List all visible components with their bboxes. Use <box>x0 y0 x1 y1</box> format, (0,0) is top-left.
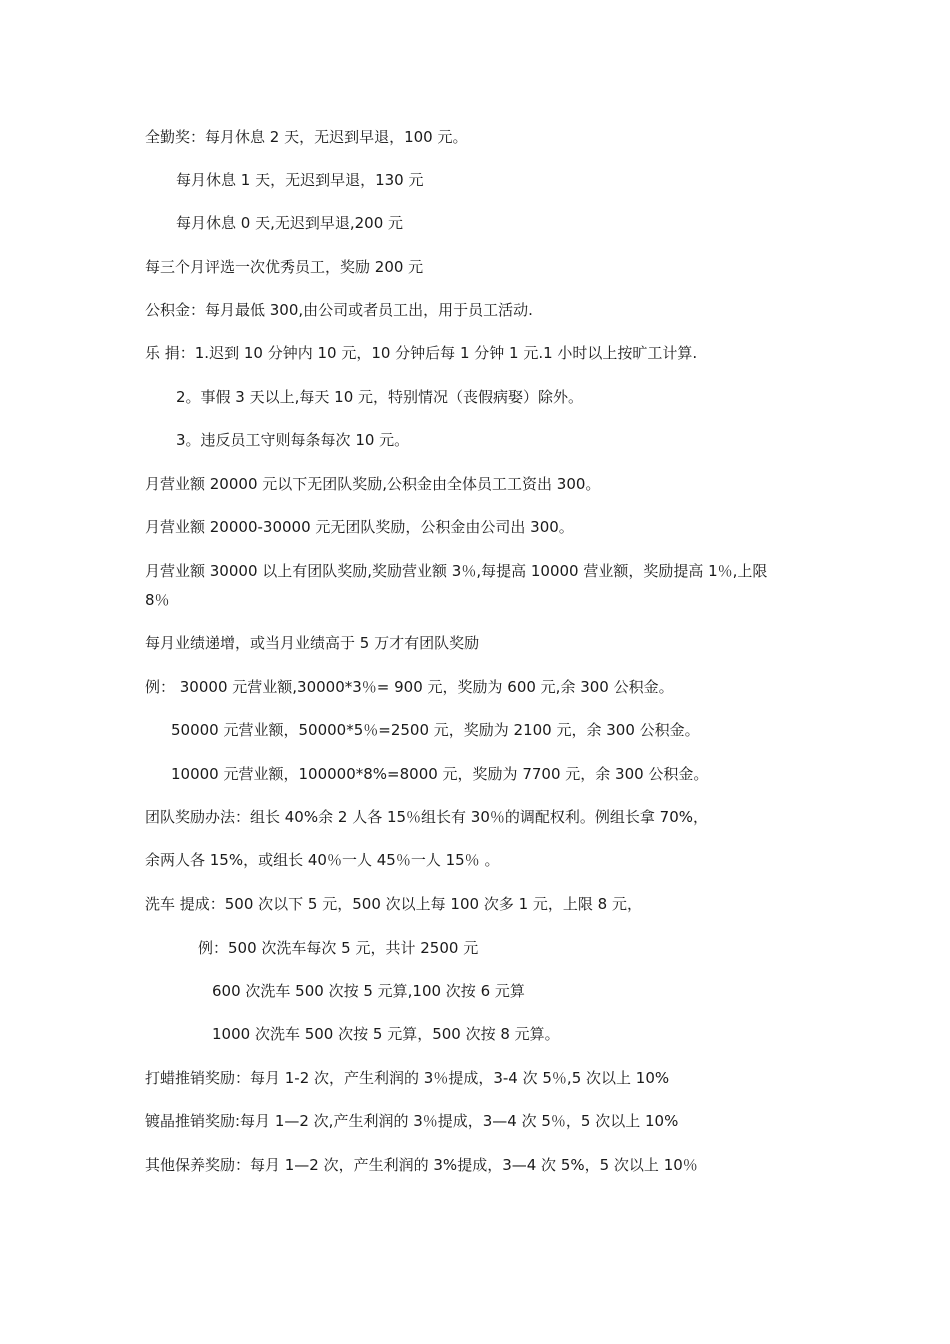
team-bonus-condition: 每月业绩递增，或当月业绩高于 5 万才有团队奖励 <box>145 634 480 652</box>
example-line-2: 50000 元营业额，50000*5％=2500 元，奖励为 2100 元，余 300 公积金。 <box>171 721 700 739</box>
revenue-rule-1: 月营业额 20000 元以下无团队奖励,公积金由全体员工工资出 300。 <box>145 475 601 493</box>
revenue-rule-3-cont: 8％ <box>145 591 170 609</box>
donation-rule-1: 乐 捐：1.迟到 10 分钟内 10 元，10 分钟后每 1 分钟 1 元.1 小时以上按旷工计算. <box>145 344 698 362</box>
team-bonus-method-2: 余两人各 15%，或组长 40％一人 45％一人 15％ 。 <box>145 851 500 869</box>
provident-fund-line: 公积金：每月最低 300,由公司或者员工出，用于员工活动. <box>145 301 533 319</box>
team-bonus-method-1: 团队奖励办法：组长 40%余 2 人各 15％组长有 30％的调配权利。例组长拿 70%， <box>145 808 709 826</box>
wax-sales-bonus: 打蜡推销奖励：每月 1-2 次，产生利润的 3％提成，3-4 次 5％,5 次以上 10% <box>145 1069 670 1087</box>
donation-rule-2: 2。事假 3 天以上,每天 10 元，特别情况（丧假病娶）除外。 <box>176 388 584 406</box>
revenue-rule-3: 月营业额 30000 以上有团队奖励,奖励营业额 3％,每提高 10000 营业额，奖励提高 1％,上限 <box>145 562 768 580</box>
example-line-3: 10000 元营业额，100000*8%=8000 元，奖励为 7700 元，余 300 公积金。 <box>171 765 709 783</box>
best-employee-line: 每三个月评选一次优秀员工，奖励 200 元 <box>145 258 424 276</box>
car-wash-example-2: 600 次洗车 500 次按 5 元算,100 次按 6 元算 <box>212 982 525 1000</box>
car-wash-commission: 洗车 提成：500 次以下 5 元，500 次以上每 100 次多 1 元，上限 8 元， <box>145 895 642 913</box>
example-line-1: 例： 30000 元营业额,30000*3％= 900 元，奖励为 600 元,余 300 公积金。 <box>145 678 674 696</box>
other-maintenance-bonus: 其他保养奖励：每月 1—2 次，产生利润的 3%提成，3—4 次 5%，5 次以上 10％ <box>145 1156 698 1174</box>
donation-rule-3: 3。违反员工守则每条每次 10 元。 <box>176 431 410 449</box>
revenue-rule-2: 月营业额 20000-30000 元无团队奖励，公积金由公司出 300。 <box>145 518 574 536</box>
attendance-bonus-line-2: 每月休息 1 天，无迟到早退，130 元 <box>176 171 424 189</box>
attendance-bonus-line-3: 每月休息 0 天,无迟到早退,200 元 <box>176 214 404 232</box>
car-wash-example-3: 1000 次洗车 500 次按 5 元算，500 次按 8 元算。 <box>212 1025 560 1043</box>
coating-sales-bonus: 镀晶推销奖励:每月 1—2 次,产生利润的 3％提成，3—4 次 5％，5 次以上 10% <box>145 1112 679 1130</box>
attendance-bonus-line-1: 全勤奖：每月休息 2 天，无迟到早退，100 元。 <box>145 128 468 146</box>
car-wash-example-1: 例：500 次洗车每次 5 元，共计 2500 元 <box>198 939 479 957</box>
